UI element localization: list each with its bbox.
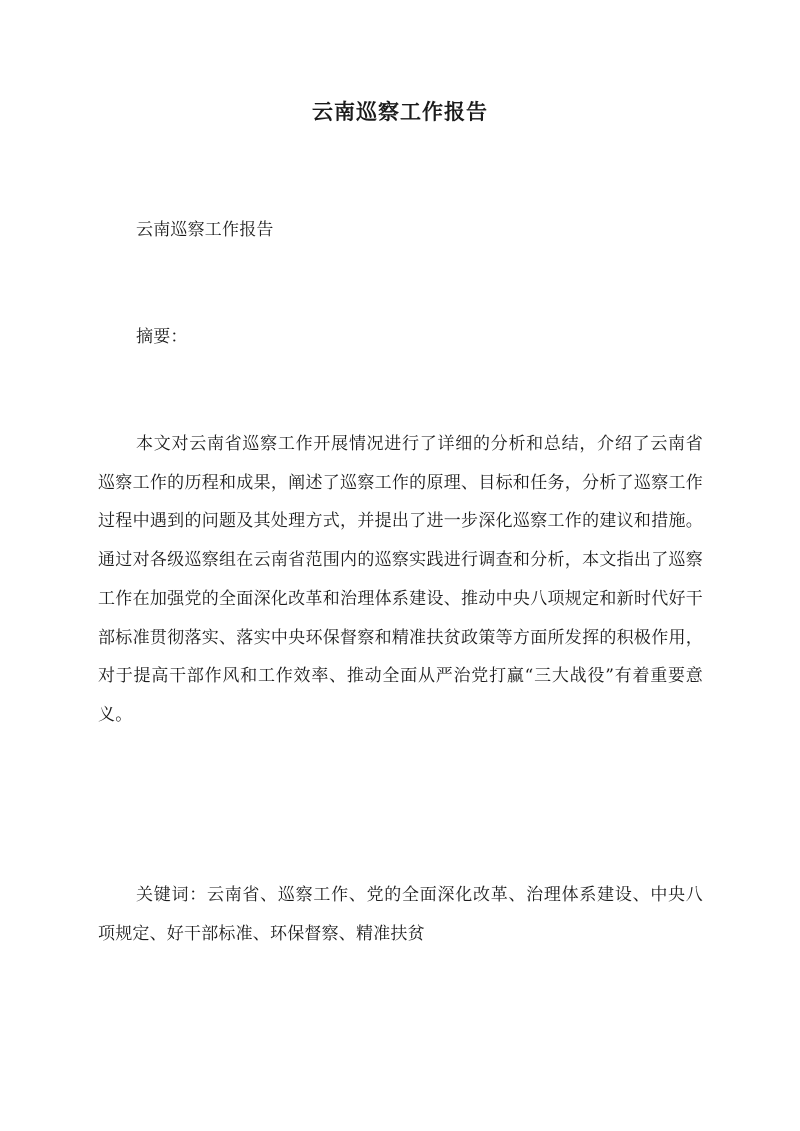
document-subtitle: 云南巡察工作报告 xyxy=(136,220,274,240)
abstract-label: 摘要： xyxy=(136,327,188,347)
abstract-body: 本文对云南省巡察工作开展情况进行了详细的分析和总结，介绍了云南省巡察工作的历程和成果，阐述了巡察工作的原理、目标和任务，分析了巡察工作过程中遇到的问题及其处理方式，并提出了进一步深化巡察工作的建议和措施。通过对各级巡察组在云南省范围内的巡察实践进行调查和分析，本文指出了巡察工作在加强党的全面深化改革和治理体系建设、推动中央八项规定和新时代好干部标准贯彻落实、落实中央环保督察和精准扶贫政策等方面所发挥的积极作用，对于提高干部作风和工作效率、推动全面从严治党打赢“三大战役”有着重要意义。 xyxy=(98,434,703,725)
document-title: 云南巡察工作报告 xyxy=(312,99,488,124)
keywords-text: 云南省、巡察工作、党的全面深化改革、治理体系建设、中央八项规定、好干部标准、环保督察、精准扶贫 xyxy=(98,885,703,944)
keywords-label: 关键词： xyxy=(136,885,207,905)
keywords-paragraph xyxy=(98,876,703,953)
